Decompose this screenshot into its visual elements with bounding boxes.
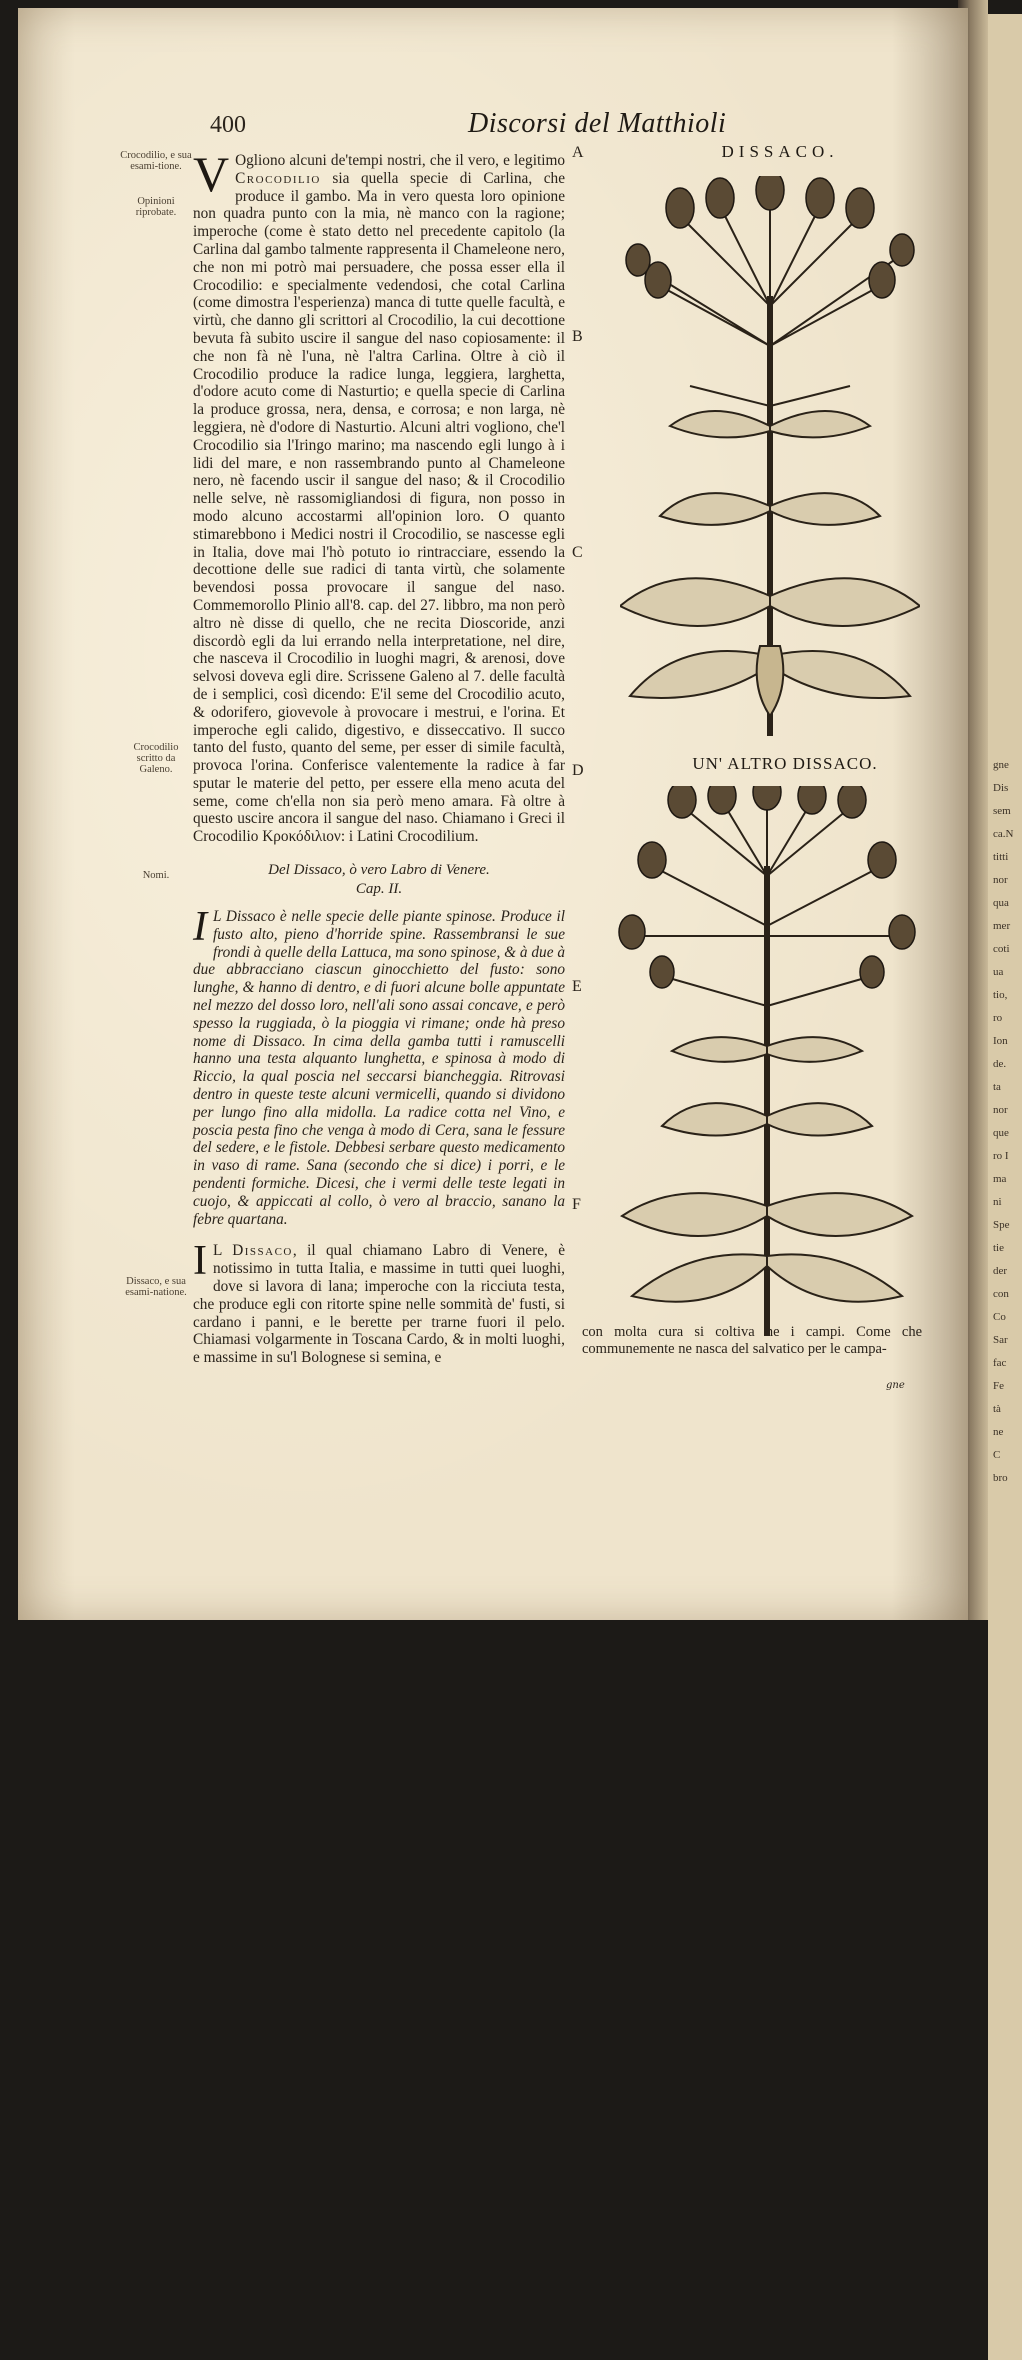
facing-page-fragment: fac [993, 1357, 1007, 1369]
facing-page-fragment: der [993, 1265, 1008, 1277]
section-letter: D [572, 762, 584, 779]
facing-page-fragment: titti [993, 851, 1009, 863]
facing-page-fragment: que [993, 1127, 1009, 1139]
facing-page-fragment: Ion [993, 1035, 1008, 1047]
figure-caption: DISSACO. [721, 142, 839, 161]
catchword: gne [886, 1380, 905, 1391]
section-letter: C [572, 544, 583, 561]
facing-page-fragment: nor [993, 1104, 1008, 1116]
facing-page-fragment: ua [993, 966, 1004, 978]
facing-page-fragment: tà [993, 1403, 1001, 1415]
margin-note: Opinioni riprobate. [135, 196, 177, 218]
drop-cap: V [193, 146, 230, 202]
drop-cap: I [193, 1238, 207, 1285]
margin-note: Nomi. [142, 870, 170, 881]
margin-note: Dissaco, e sua esami-natione. [125, 1276, 187, 1298]
facing-page-fragment: coti [993, 943, 1010, 955]
facing-page-fragment: ma [993, 1173, 1007, 1185]
facing-page-fragment: tio, [993, 989, 1008, 1001]
facing-page-fragment: qua [993, 897, 1009, 909]
facing-page-fragment: Dis [993, 782, 1009, 794]
main-text-column [193, 146, 565, 1367]
figure-caption: UN' ALTRO DISSACO. [692, 754, 878, 773]
facing-page-fragment: Sar [993, 1334, 1008, 1346]
facing-page-fragment: tie [993, 1242, 1004, 1254]
facing-page-fragment: Fe [993, 1380, 1004, 1392]
chapter-number: Cap. II. [355, 881, 403, 898]
facing-page-fragment: ca.N [993, 828, 1014, 840]
facing-page-fragment: nor [993, 874, 1008, 886]
facing-page-fragment: gne [993, 759, 1009, 771]
section-letter: B [572, 328, 583, 345]
paragraph-crocodilio: V Ogliono alcuni de'tempi nostri, che il vero, e legitimo Crocodilio sia quella specie di Carlina, che produce il gambo. Ma in vero questa loro opinione non quadra punto con la mia, nè manco con la ragione; imperoche (come è stato detto nel precedente capitolo (la Carlina dal gambo talmente rappresenta il Chameleone nero, che non mi potrò mai persuadere, che possa esser ella il Crocodilio: e specialmente vedendosi, che cotal Carlina (come dimostra l'esperienza) manca di tutte quelle facultà, e virtù, che danno gli scrittori al Crocodilio, la cui decottione bevuta fà subito uscire il sangue del naso copiosamente: il che non fà nè l'una, nè l'altra Carlina. Oltre à ciò il Crocodilio produce la radice lunga, leggiera, larghetta, d'odore acuto come di Nasturtio; e quella specie di Carlina la produce grossa, nera, densa, e corrosa; e non larga, nè leggiera, nè d'odore di Nasturtio. Alcuni altri vogliono, che'l Crocodilio sia l'Iringo marino; ma nascendo egli lungo à i lidi del mare, e non rassembrando punto al Chameleone nero, nè facendo uscir il sangue del naso; & il Crocodilio nelle selve, nè rassomigliandosi di figura, non posso in modo alcuno accostarmi all'opinion loro. O quanto stimarebbono i Medici nostri il Crocodilio, se nascesse egli in Italia, dove mai l'hò potuto io rintracciare, essendo la decottione delle sue radici di tanta virtù, che solamente bevendosi possa provocare il sangue del naso. Commemorollo Plinio all'8. cap. del 27. libbro, ma non però altro nè disse di quello, che ne recita Dioscoride, anzi discordò egli da lui errando nella interpretatione, nel dire, che nasceva il Crocodilio in luoghi magri, & arenosi, dove selvosi doveva egli dire. Scrissene Galeno al 7. delle facultà de i semplici, così dicendo: E'il seme del Crocodilio acuto, & odorifero, giovevole à provocare i mestrui, e l'orina. Et imperoche egli calido, digestivo, e disseccativo. Il succo tanto del fusto, quanto del seme, per esser di simile facultà, provoca l'orina. Conferisce valentemente la radice à far sputar le materie del petto, per essere ella meno acuta del seme, come ch'ella non sia però meno amara. Fà oltre à questo uscire ancora il sangue del naso. Chiamano i Greci il Crocodilio Κροκόδιλιον: i Latini Crocodilium. [193, 146, 565, 846]
paragraph-continuation: con molta cura si coltiva ne i campi. Come che communemente ne nasca del salvatico per le campa- [582, 1324, 922, 1357]
margin-note: Crocodilio, e sua esami-tione. [120, 150, 192, 172]
drop-cap: I [193, 904, 207, 951]
page-number: 400 [210, 112, 246, 138]
section-letter: F [572, 1196, 581, 1213]
chapter-title: Del Dissaco, ò vero Labro di Venere. [268, 862, 490, 879]
margin-note: Crocodilio scritto da Galeno. [133, 742, 179, 775]
facing-page-fragment: Spe [993, 1219, 1010, 1231]
facing-page-fragment: C [993, 1449, 1001, 1461]
facing-page-fragment: ni [993, 1196, 1002, 1208]
section-letter: A [572, 144, 584, 161]
facing-page-fragment: sem [993, 805, 1011, 817]
facing-page-fragment: ro I [993, 1150, 1009, 1162]
facing-page-fragment: con [993, 1288, 1009, 1300]
facing-page-edge [988, 14, 1022, 2360]
dissaco-woodcut-illustration [620, 176, 920, 736]
facing-page-fragment: ro [993, 1012, 1003, 1024]
paragraph-dioscoride: I L Dissaco è nelle specie delle piante spinose. Produce il fusto alto, pieno d'horride spine. Rassembransi le sue frondi à quelle della Lattuca, ma sono spinose, & à due à due abbracciano ciascun ginocchietto del fusto: sono lunghe, & hanno di dentro, e di fuori alcune bolle appuntate nel mezzo del dosso loro, nell'ali sono assai concave, e però spesso la ruggiada, ò la pioggia vi rimane; onde hà preso nome di Dissaco. In cima della gamba tutti i ramuscelli hanno una testa alquanto lunghetta, e spinosa à modo di Riccio, la qual poscia nel seccarsi biancheggia. Ritrovasi dentro in queste teste alcuni vermicelli, quando si dividono per lungo fino alla midolla. La radice cotta nel Vino, e poscia pesta fino che venga à modo di Cera, sana le fessure del sedere, e le fistole. Debbesi serbare questo medicamento in vaso di rame. Sana (secondo che si dice) i porri, e le pendenti formiche. Dicesi, che i vermi delle teste legati in cuojo, & appiccati al collo, ò vero al braccio, sanano la febre quartana. [193, 904, 565, 1228]
facing-page-fragment: ta [993, 1081, 1001, 1093]
running-title: Discorsi del Matthioli [468, 108, 727, 139]
facing-page-fragment: de. [993, 1058, 1007, 1070]
right-column-text [582, 1324, 922, 1358]
facing-page-fragment: Co [993, 1311, 1006, 1323]
facing-page-fragment: bro [993, 1472, 1008, 1484]
facing-page-fragment: ne [993, 1426, 1004, 1438]
facing-page-fragment: mer [993, 920, 1011, 932]
dissaco-woodcut-illustration [612, 786, 922, 1336]
section-letter: E [572, 978, 582, 995]
paragraph-dissaco: I L Dissaco, il qual chiamano Labro di Venere, è notissimo in tutta Italia, e massime in tutti quei luoghi, dove si lavora di lana; imperoche con la ricciuta testa, che produce egli con ritorte spine nelle sommità de' fusti, si cardano i panni, e le berette per trarne fuori il pelo. Chiamasi volgarmente in Toscana Cardo, & in molti luoghi, e massime in su'l Bolognese si semina, e [193, 1238, 565, 1367]
